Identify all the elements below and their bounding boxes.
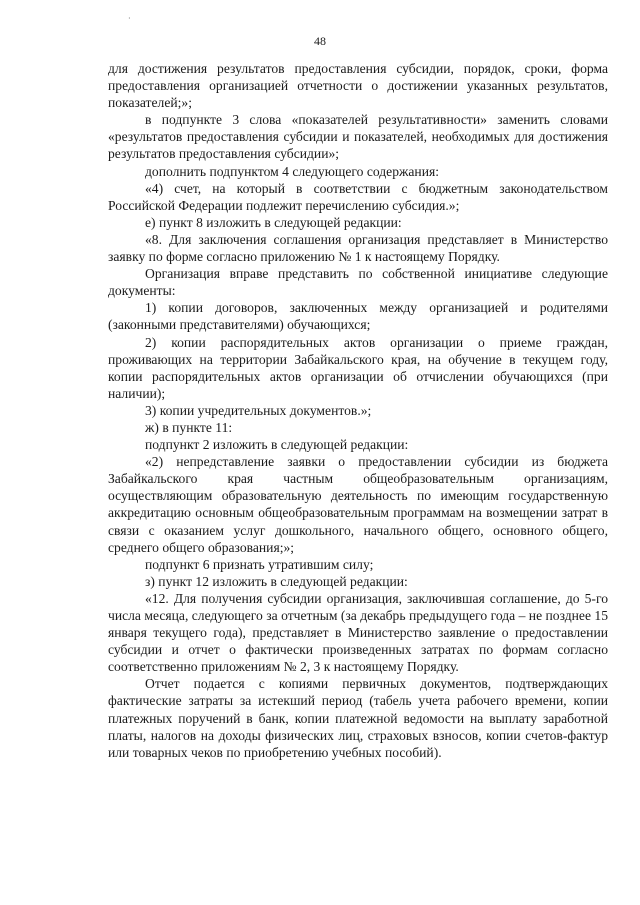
document-body xyxy=(108,60,608,761)
paragraph: «12. Для получения субсидии организация, заключившая соглашение, до 5-го числа месяца, следующего за отчетным (за декабрь предыдущего года – не позднее 15 января текущего года), представляет в Министерство заявление о предоставлении субсидии и отчет о фактически произведенных затратах по формам согласно соответственно приложениям № 2, 3 к настоящему Порядку. xyxy=(108,590,608,675)
paragraph: з) пункт 12 изложить в следующей редакции: xyxy=(145,573,408,589)
paragraph: «8. Для заключения соглашения организация представляет в Министерство заявку по форме согласно приложению № 1 к настоящему Порядку. xyxy=(108,231,608,265)
paragraph: е) пункт 8 изложить в следующей редакции: xyxy=(145,214,402,230)
page-number: 48 xyxy=(314,34,326,48)
paragraph: для достижения результатов предоставления субсидии, порядок, сроки, форма предоставления организацией отчетности о достижении указанных результатов, показателей;»; xyxy=(108,61,608,111)
paragraph: 1) копии договоров, заключенных между организацией и родителями (законными представителями) обучающихся; xyxy=(108,300,608,333)
paragraph: подпункт 2 изложить в следующей редакции: xyxy=(145,437,409,453)
paragraph: в подпункте 3 слова «показателей результативности» заменить словами «результатов предоставления субсидии и показателей, необходимых для достижения результатов предоставления субсидии»; xyxy=(108,112,608,162)
paragraph: «2) непредставление заявки о предоставлении субсидии из бюджета Забайкальского края частным общеобразовательным организациям, осуществляющим образовательную деятельность по имеющим государственную аккредитацию основным общеобразовательным программам на возмещении затрат в связи с оказанием услуг дошкольного, начального общего, основного общего, среднего общего образования;»; xyxy=(108,454,608,555)
paragraph: 3) копии учредительных документов.»; xyxy=(145,402,372,418)
paragraph: «4) счет, на который в соответствии с бюджетным законодательством Российской Федерации подлежит перечислению субсидия.»; xyxy=(108,180,608,213)
paragraph: подпункт 6 признать утратившим силу; xyxy=(145,556,374,572)
paragraph: Организация вправе представить по собственной инициативе следующие документы: xyxy=(108,266,608,299)
paragraph: Отчет подается с копиями первичных документов, подтверждающих фактические затраты за истекший период (табель учета рабочего времени, копии платежных поручений в банк, копии платежной ведомости на выплату заработной платы, налогов на доходы физических лиц, страховых взносов, копии счетов-фактур или товарных чеков по приобретению учебных пособий). xyxy=(108,676,608,760)
paragraph: 2) копии распорядительных актов организации о приеме граждан, проживающих на территории Забайкальского края, на обучение в текущем году, копии распорядительных актов организации об отчислении обучающихся (при наличии); xyxy=(108,334,608,401)
scan-mark: · xyxy=(128,14,131,23)
paragraph: ж) в пункте 11: xyxy=(145,419,233,435)
paragraph: дополнить подпунктом 4 следующего содержания: xyxy=(145,163,440,179)
